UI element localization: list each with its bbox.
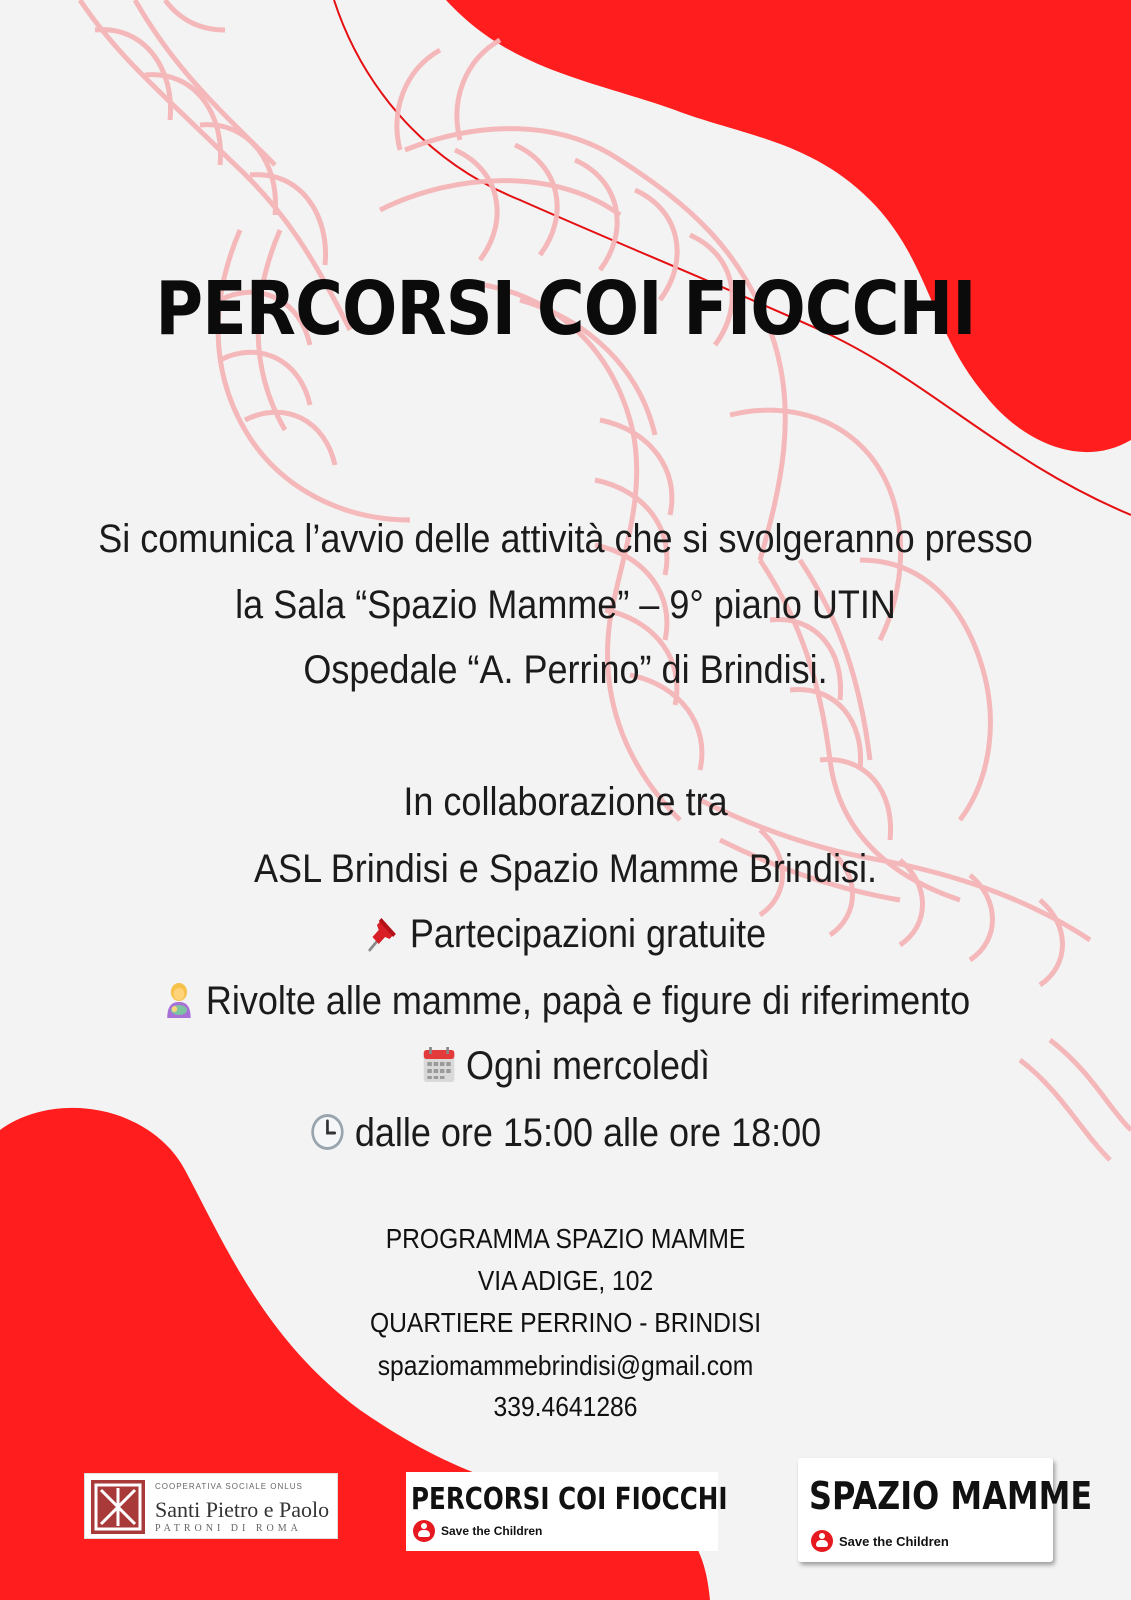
highlight-text: Partecipazioni gratuite (409, 912, 767, 956)
save-the-children-badge (413, 1520, 542, 1542)
announcement-line-3: Ospedale “A. Perrino” di Brindisi. (303, 648, 828, 692)
collaboration-line-2: ASL Brindisi e Spazio Mamme Brindisi. (254, 847, 877, 891)
spazio-mamme-logo (798, 1458, 1093, 1562)
contact-phone[interactable]: 339.4641286 (493, 1391, 638, 1422)
coop-tagline: COOPERATIVA SOCIALE ONLUS (155, 1482, 303, 1491)
contact-district: QUARTIERE PERRINO - BRINDISI (369, 1307, 762, 1338)
pushpin-icon (365, 913, 401, 953)
highlight-text: dalle ore 15:00 alle ore 18:00 (354, 1111, 822, 1155)
highlight-free-participation (57, 913, 1075, 954)
page-title: PERCORSI COI FIOCCHI (155, 266, 976, 352)
spazio-logo-title: SPAZIO MAMME (809, 1474, 1093, 1518)
save-the-children-label: Save the Children (441, 1524, 543, 1538)
calendar-icon (421, 1045, 457, 1085)
clock-icon (310, 1112, 346, 1152)
save-the-children-badge (811, 1530, 949, 1552)
collaboration-line-1: In collaborazione tra (403, 780, 728, 824)
announcement-line-2: la Sala “Spazio Mamme” – 9° piano UTIN (235, 583, 896, 627)
coop-emblem-icon (91, 1480, 145, 1534)
highlight-text: Rivolte alle mamme, papà e figure di riferimento (205, 979, 971, 1023)
coop-name: Santi Pietro e Paolo (155, 1497, 330, 1522)
contact-address: VIA ADIGE, 102 (477, 1265, 654, 1296)
percorsi-logo-title: PERCORSI COI FIOCCHI (411, 1482, 728, 1517)
highlight-audience (57, 980, 1075, 1021)
coop-subtitle: PATRONI DI ROMA (155, 1523, 302, 1534)
contact-program: PROGRAMMA SPAZIO MAMME (385, 1223, 746, 1254)
announcement-line-1: Si comunica l’avvio delle attività che si svolgeranno presso (98, 517, 1033, 561)
save-the-children-label: Save the Children (839, 1533, 949, 1549)
woman-with-baby-icon (161, 980, 197, 1020)
highlight-text: Ogni mercoledì (465, 1044, 711, 1088)
save-the-children-icon (413, 1520, 435, 1542)
percorsi-coi-fiocchi-logo (406, 1472, 728, 1551)
highlight-day (57, 1045, 1075, 1086)
coop-santi-pietro-paolo-logo (84, 1473, 338, 1539)
contact-email[interactable]: spaziomammebrindisi@gmail.com (377, 1350, 754, 1381)
save-the-children-icon (811, 1530, 833, 1552)
highlight-hours (57, 1112, 1075, 1153)
